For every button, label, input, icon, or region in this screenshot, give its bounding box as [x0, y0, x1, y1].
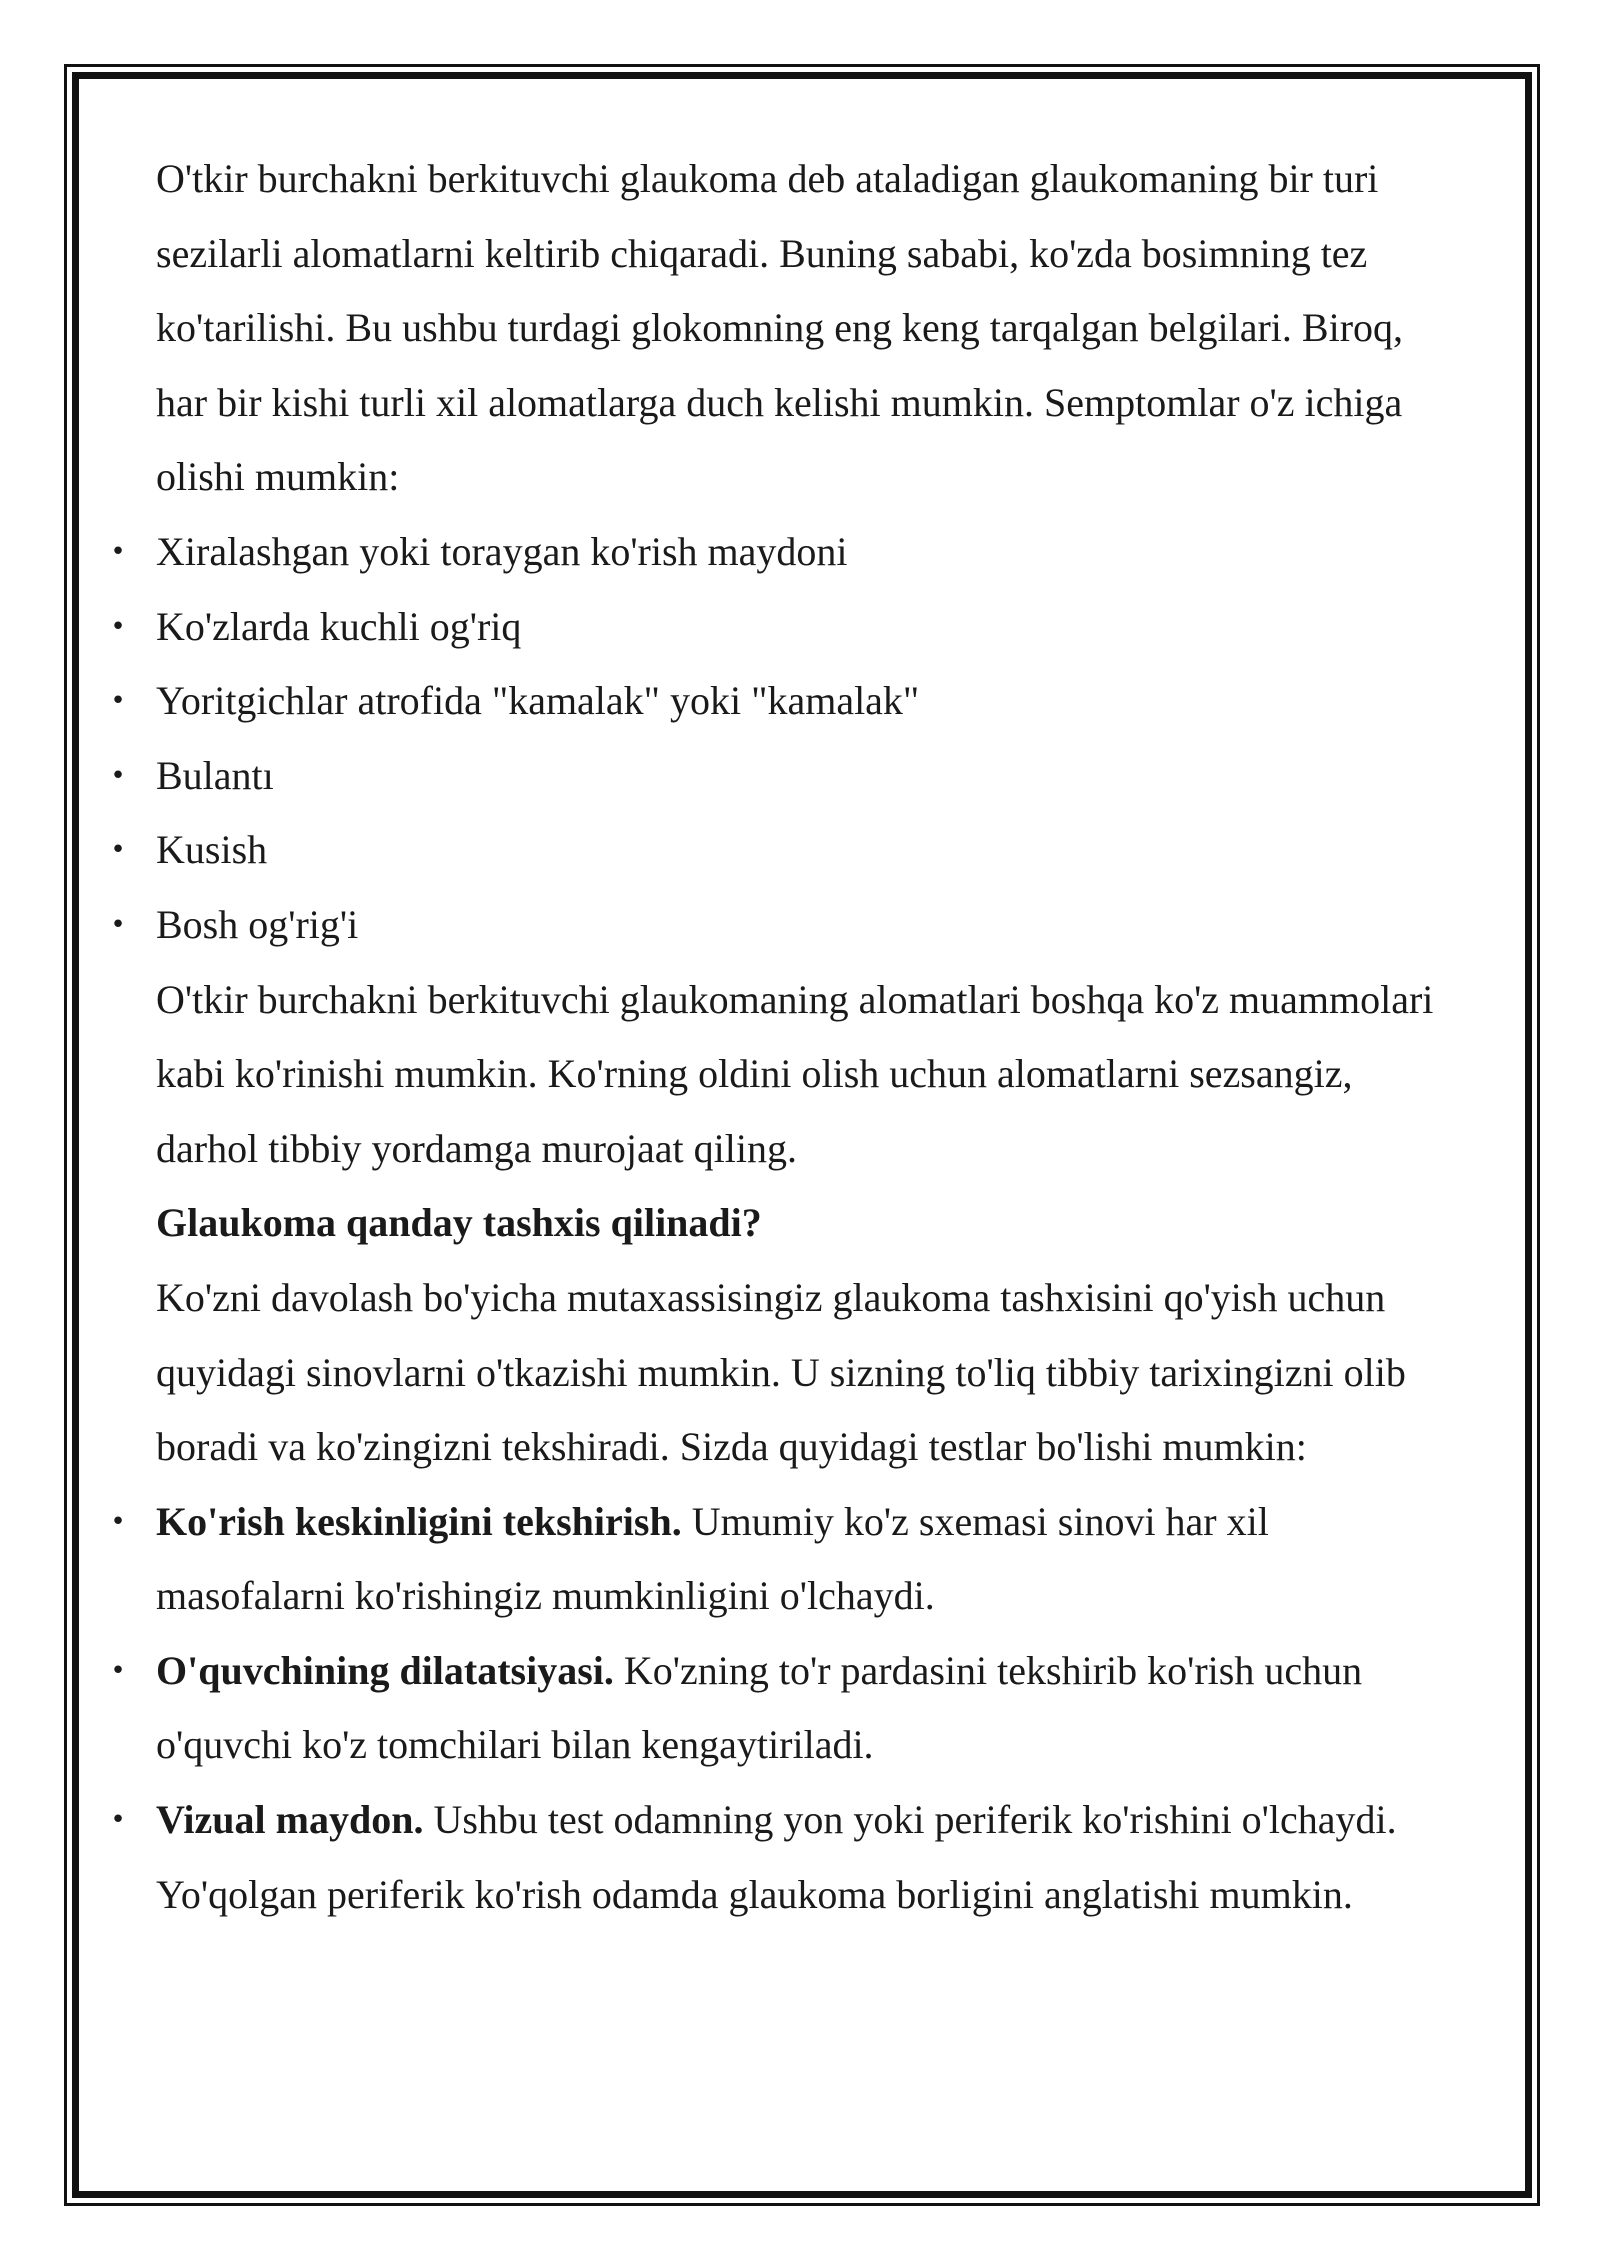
bullet-icon: •	[110, 835, 126, 866]
bullet-icon: •	[110, 1805, 126, 1836]
bullet-icon: •	[110, 1506, 126, 1537]
bullet-icon: •	[110, 686, 126, 717]
symptoms-list	[110, 515, 1456, 963]
list-item	[110, 813, 1456, 888]
bullet-icon: •	[110, 1655, 126, 1686]
test-term: Vizual maydon.	[156, 1797, 424, 1843]
section-heading: Glaukoma qanday tashxis qilinadi?	[156, 1200, 762, 1246]
list-item	[110, 515, 1456, 590]
document-body	[110, 142, 1456, 1932]
bullet-icon: •	[110, 760, 126, 791]
list-item	[110, 1783, 1456, 1932]
bullet-icon: •	[110, 536, 126, 567]
list-item	[110, 664, 1456, 739]
list-item-text: Bulantı	[156, 752, 274, 798]
intro-paragraph: O'tkir burchakni berkituvchi glaukoma deb ataladigan glaukomaning bir turi sezilarli alomatlarni keltirib chiqaradi. Buning sababi, ko'zda bosimning tez ko'tarilishi. Bu ushbu turdagi glokomning eng keng tarqalgan belgilari. Biroq, har bir kishi turli xil alomatlarga duch kelishi mumkin. Semptomlar o'z ichiga olishi mumkin:	[156, 156, 1404, 500]
list-item	[110, 590, 1456, 665]
list-item-text: Xiralashgan yoki toraygan ko'rish maydoni	[156, 528, 848, 574]
list-item-text: Yoritgichlar atrofida "kamalak" yoki "kamalak"	[156, 678, 920, 724]
test-description: Umumiy ko'z sxemasi sinovi har xil masofalarni ko'rishingiz mumkinligini o'lchaydi.	[156, 1498, 1269, 1619]
list-item-text: Kusish	[156, 827, 268, 873]
list-item	[110, 739, 1456, 814]
list-item-text: Ko'zlarda kuchli og'riq	[156, 603, 522, 649]
bullet-icon: •	[110, 611, 126, 642]
list-item	[110, 1485, 1456, 1634]
test-description: Ushbu test odamning yon yoki periferik ko'rishini o'lchaydi. Yo'qolgan periferik ko'rish odamda glaukoma borligini anglatishi mumkin.	[156, 1797, 1397, 1917]
test-term: O'quvchining dilatatsiyasi.	[156, 1647, 614, 1693]
bullet-icon: •	[110, 909, 126, 940]
test-description: Ko'zning to'r pardasini tekshirib ko'rish uchun o'quvchi ko'z tomchilari bilan kengaytiriladi.	[156, 1647, 1363, 1768]
list-item	[110, 888, 1456, 963]
list-item-text: Bosh og'rig'i	[156, 901, 359, 947]
list-item	[110, 1634, 1456, 1783]
tests-list	[110, 1485, 1456, 1933]
diagnosis-intro-paragraph: Ko'zni davolash bo'yicha mutaxassisingiz glaukoma tashxisini qo'yish uchun quyidagi sinovlarni o'tkazishi mumkin. U sizning to'liq tibbiy tarixingizni olib boradi va ko'zingizni tekshiradi. Sizda quyidagi testlar bo'lishi mumkin:	[156, 1274, 1406, 1470]
test-term: Ko'rish keskinligini tekshirish.	[156, 1498, 682, 1544]
after-symptoms-paragraph: O'tkir burchakni berkituvchi glaukomaning alomatlari boshqa ko'z muammolari kabi ko'rinishi mumkin. Ko'rning oldini olish uchun alomatlarni sezsangiz, darhol tibbiy yordamga murojaat qiling.	[156, 976, 1434, 1171]
